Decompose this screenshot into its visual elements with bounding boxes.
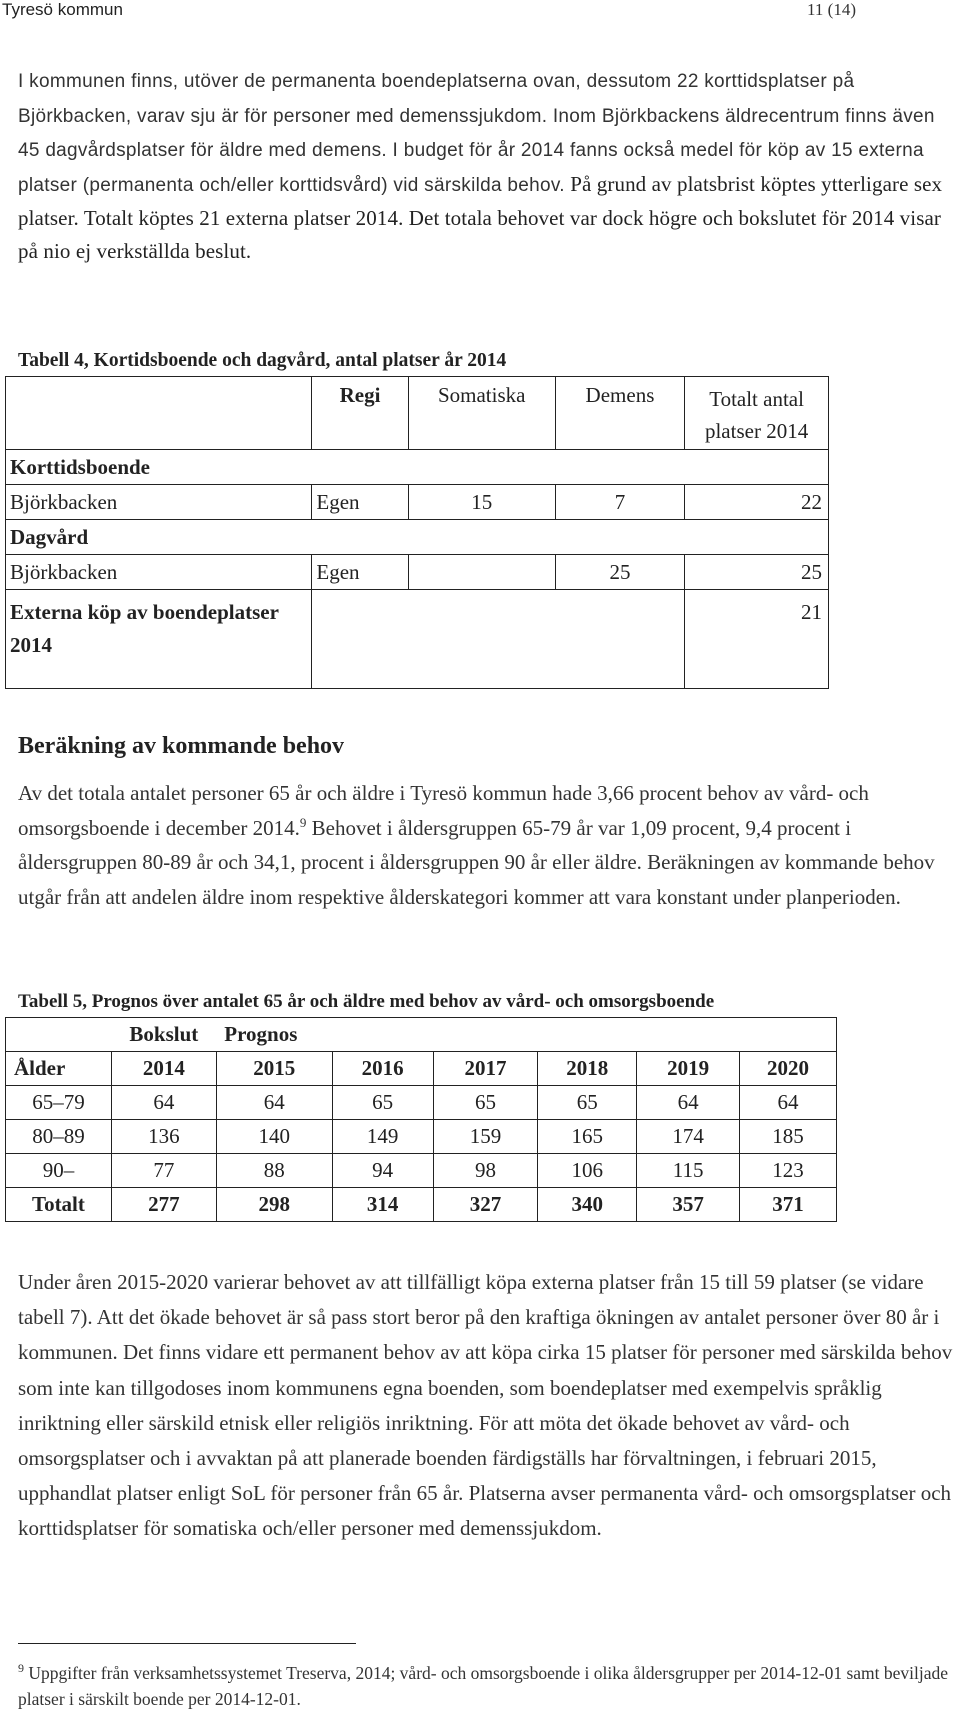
table5-year: 2017 [433, 1052, 538, 1086]
header-page-number: 11 (14) [807, 0, 856, 19]
table4-section-row [6, 450, 829, 485]
table5-total: 314 [332, 1188, 433, 1222]
table5-age: 65–79 [6, 1086, 112, 1120]
table5-year: 2018 [538, 1052, 637, 1086]
table4-header-totalt: Totalt antal platser 2014 [685, 377, 829, 450]
table5-row [6, 1086, 837, 1120]
table5-cell: 65 [433, 1086, 538, 1120]
table5-cell: 64 [637, 1086, 740, 1120]
table4-section-korttid: Korttidsboende [6, 450, 829, 485]
table5-row [6, 1120, 837, 1154]
intro-paragraph [18, 64, 948, 268]
footnote-ref: 9 [299, 814, 307, 830]
table5-cell: 123 [740, 1154, 837, 1188]
table4-caption: Tabell 4, Kortidsboende och dagvård, antal platser år 2014 [18, 350, 507, 371]
table4-cell-name: Björkbacken [6, 555, 312, 590]
table4-cell-totalt: 25 [685, 555, 829, 590]
table5-age: 90– [6, 1154, 112, 1188]
table4-cell-regi: Egen [312, 485, 408, 520]
table4-cell-demens: 25 [555, 555, 684, 590]
table4-cell-name: Björkbacken [6, 485, 312, 520]
table4-row [6, 485, 829, 520]
table5-cell: 77 [111, 1154, 216, 1188]
table4-header-somatiska: Somatiska [408, 377, 555, 450]
table5-group-empty [332, 1018, 836, 1052]
table5-cell: 98 [433, 1154, 538, 1188]
table4-cell-regi: Egen [312, 555, 408, 590]
table4-row-externa [6, 590, 829, 689]
table4-header-row [6, 377, 829, 450]
table5-year: 2015 [216, 1052, 332, 1086]
section-text-a: Av det totala antalet personer 65 år och äldre i Tyresö kommun hade 3,66 procent behov av vård- och omsorgsboende i december 2014. [18, 781, 869, 840]
table4-header-regi: Regi [312, 377, 408, 450]
table5-group-row [6, 1018, 837, 1052]
table4-cell-somatiska: 15 [408, 485, 555, 520]
table5-group-bokslut: Bokslut [111, 1018, 216, 1052]
table4-header-empty [6, 377, 312, 450]
table5-cell: 149 [332, 1120, 433, 1154]
footnote [18, 1660, 958, 1712]
section-heading: Beräkning av kommande behov [18, 733, 345, 759]
section-text-b: Behovet i åldersgruppen 65-79 år var 1,09 procent, 9,4 procent i åldersgruppen 80-89 år och 34,1, procent i åldersgruppen 90 år eller äldre. Beräkningen av kommande behov utgår från att andelen äldre inom respektive ålderskategori kommer att vara konstant under planperioden. [18, 815, 935, 909]
table4-cell-externa-total: 21 [685, 590, 829, 689]
table5-cell: 165 [538, 1120, 637, 1154]
table4 [5, 376, 829, 689]
page-header [0, 0, 856, 26]
table4-cell-demens: 7 [555, 485, 684, 520]
table5 [5, 1017, 837, 1222]
intro-text-a: I kommunen finns, utöver de permanenta boendeplatserna ovan, dessutom 22 korttidsplatser på Björkbacken, varav sju är för personer med demenssjukdom. Inom Björkbackens äldrecentrum finns även 45 dagvårdsplatser för äldre med demens. I budget för år 2014 fanns också medel för köp av 15 externa platser (permanenta och/eller korttidsvård) vid särskilda behov. [18, 71, 935, 196]
table5-cell: 185 [740, 1120, 837, 1154]
table5-cell: 64 [216, 1086, 332, 1120]
table5-cell: 140 [216, 1120, 332, 1154]
table5-group-empty [6, 1018, 112, 1052]
table4-section-dagvard: Dagvård [6, 520, 829, 555]
table5-cell: 106 [538, 1154, 637, 1188]
table5-year: 2019 [637, 1052, 740, 1086]
footnote-number: 9 [18, 1661, 24, 1676]
table5-cell: 115 [637, 1154, 740, 1188]
table5-cell: 159 [433, 1120, 538, 1154]
table5-total: 277 [111, 1188, 216, 1222]
table4-header-demens: Demens [555, 377, 684, 450]
table5-year-row [6, 1052, 837, 1086]
table5-total: 327 [433, 1188, 538, 1222]
table4-cell-totalt: 22 [685, 485, 829, 520]
intro-text-b: På grund av platsbrist köptes ytterligare sex platser. Totalt köptes 21 externa platser 2014. Det totala behovet var dock högre och bokslutet för 2014 visar på nio ej verkställda beslut. [18, 171, 943, 263]
table5-caption: Tabell 5, Prognos över antalet 65 år och äldre med behov av vård- och omsorgsboende [18, 991, 715, 1012]
table5-age-label: Ålder [6, 1052, 112, 1086]
table4-section-row [6, 520, 829, 555]
header-org: Tyresö kommun [2, 0, 123, 19]
table5-total: 371 [740, 1188, 837, 1222]
table5-cell: 136 [111, 1120, 216, 1154]
table5-row [6, 1154, 837, 1188]
table5-total: 340 [538, 1188, 637, 1222]
table4-row [6, 555, 829, 590]
table5-cell: 94 [332, 1154, 433, 1188]
table5-cell: 64 [111, 1086, 216, 1120]
table5-year: 2016 [332, 1052, 433, 1086]
table4-cell-empty [312, 590, 685, 689]
table4-section-externa: Externa köp av boendeplatser 2014 [6, 590, 312, 689]
table5-cell: 64 [740, 1086, 837, 1120]
table5-cell: 65 [538, 1086, 637, 1120]
table5-year: 2020 [740, 1052, 837, 1086]
footnote-text: Uppgifter från verksamhetssystemet Treserva, 2014; vård- och omsorgsboende i olika åldersgrupper per 2014-12-01 samt beviljade platser i särskilt boende per 2014-12-01. [18, 1663, 949, 1709]
table4-cell-somatiska [408, 555, 555, 590]
footnote-divider [18, 1643, 356, 1644]
table5-cell: 88 [216, 1154, 332, 1188]
table5-cell: 65 [332, 1086, 433, 1120]
table5-total-row [6, 1188, 837, 1222]
table5-total-label: Totalt [6, 1188, 112, 1222]
table5-total: 357 [637, 1188, 740, 1222]
table5-age: 80–89 [6, 1120, 112, 1154]
table5-cell: 174 [637, 1120, 740, 1154]
table5-total: 298 [216, 1188, 332, 1222]
section-paragraph [18, 776, 948, 914]
closing-paragraph: Under åren 2015-2020 varierar behovet av att tillfälligt köpa externa platser från 15 till 59 platser (se vidare tabell 7). Att det ökade behovet är så pass stort beror på den kraftiga ökningen av antalet personer över 80 år i kommunen. Det finns vidare ett permanent behov av att köpa cirka 15 platser för personer med särskilda behov som inte kan tillgodoses inom kommunens egna boenden, som boendeplatser med exempelvis språklig inriktning eller särskild etnisk eller religiös inriktning. För att möta det ökade behovet av vård- och omsorgsplatser och i avvaktan på att planerade boenden färdigställs har förvaltningen, i februari 2015, upphandlat platser enligt SoL för personer från 65 år. Platserna avser permanenta vård- och omsorgsplatser och korttidsplatser för somatiska och/eller personer med demenssjukdom. [18, 1270, 953, 1541]
table5-year: 2014 [111, 1052, 216, 1086]
table5-group-prognos: Prognos [216, 1018, 332, 1052]
